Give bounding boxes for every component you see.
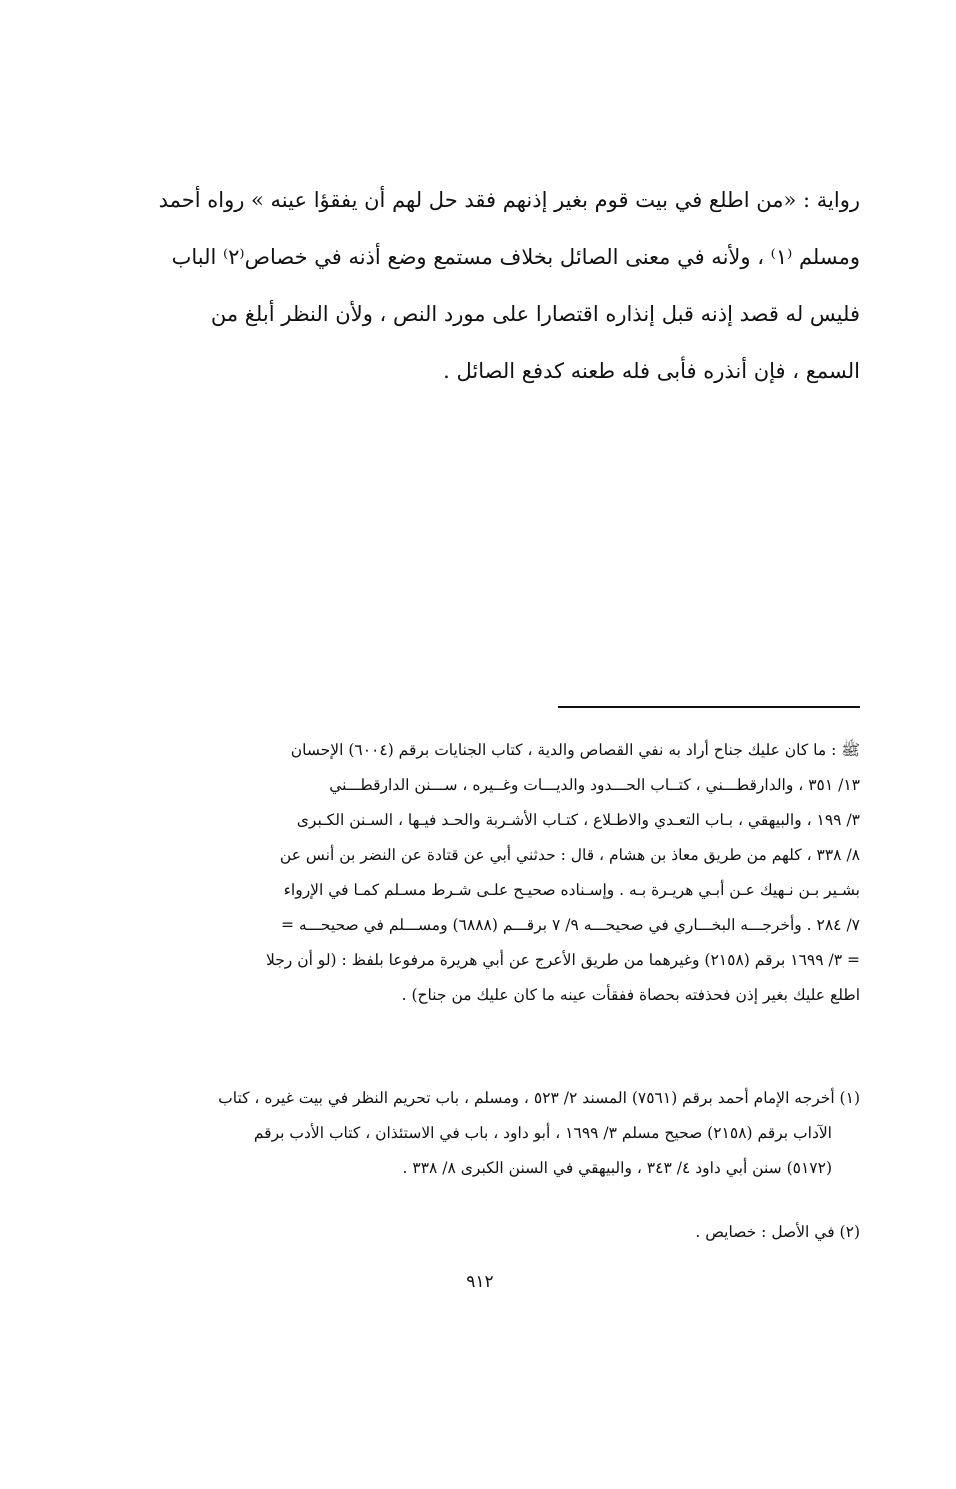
main-body-text [90, 172, 860, 400]
footnote-cont-line: ١٣/ ٣٥١ ، والدارقطـــني ، كتــاب الحـــدود والديـــات وغــيره ، ســـنن الدارقطـــني [329, 776, 860, 794]
footnote-cont-line: ﷺ : ما كان عليك جناح أراد به نفي القصاص والدية ، كتاب الجنايات برقم (٦٠٠٤) الإحسان [290, 741, 860, 759]
body-line-3: فليس له قصد إذنه قبل إنذاره اقتصارا على مورد النص ، ولأن النظر أبلغ من [210, 302, 860, 326]
footnote-1-line: الآداب برقم (٢١٥٨) صحيح مسلم ٣/ ١٦٩٩ ، أبو داود ، باب في الاستئذان ، كتاب الأدب برقم [253, 1124, 832, 1142]
footnote-cont-line: ٧/ ٢٨٤ . وأخرجـــه البخـــاري في صحيحـــه ٩/ ٧ برقـــم (٦٨٨٨) ومســـلم في صحيحـــه = [281, 916, 860, 934]
page-number: ٩١٢ [466, 1272, 494, 1292]
body-line-2: ومسلم ⁽١⁾ ، ولأنه في معنى الصائل بخلاف مستمع وضع أذنه في خصاص⁽٢⁾ الباب [171, 245, 860, 269]
footnote-cont-line: = ٣/ ١٦٩٩ برقم (٢١٥٨) وغيرهما من طريق الأعرج عن أبي هريرة مرفوعا بلفظ : (لو أن رجلا [265, 951, 860, 969]
body-line-4: السمع ، فإن أنذره فأبى فله طعنه كدفع الصائل . [443, 359, 860, 383]
footnote-cont-line: ٨/ ٣٣٨ ، كلهم من طريق معاذ بن هشام ، قال : حدثني أبي عن قتادة عن النضر بن أنس عن [279, 846, 860, 864]
body-line-1: رواية : «من اطلع في بيت قوم بغير إذنهم فقد حل لهم أن يفقؤا عينه » رواه أحمد [158, 188, 860, 212]
footnote-1-line: (٥١٧٢) سنن أبي داود ٤/ ٣٤٣ ، والبيهقي في السنن الكبرى ٨/ ٣٣٨ . [402, 1159, 832, 1177]
footnote-continuation [90, 733, 860, 1013]
footnote-1-line: (١) أخرجه الإمام أحمد برقم (٧٥٦١) المسند ٢/ ٥٢٣ ، ومسلم ، باب تحريم النظر في بيت غيره ، كتاب [218, 1089, 860, 1107]
footnote-cont-line: بشـير بـن نـهيك عـن أبـي هريـرة بـه . وإسـناده صحيـح علـى شـرط مسـلم كمـا في الإرواء [283, 881, 860, 899]
footnote-1 [70, 1081, 860, 1186]
footnote-cont-line: اطلع عليك بغير إذن فحذفته بحصاة ففقأت عينه ما كان عليك من جناح) . [401, 986, 860, 1004]
footnote-cont-line: ٣/ ١٩٩ ، والبيهقي ، بـاب التعـدي والاطـلاع ، كتـاب الأشـربة والحـد فيـها ، السـنن الكـبرى [296, 811, 860, 829]
footnote-2 [70, 1215, 860, 1250]
footnote-divider [558, 706, 860, 708]
footnote-2-line: (٢) في الأصل : خصايص . [695, 1223, 860, 1241]
